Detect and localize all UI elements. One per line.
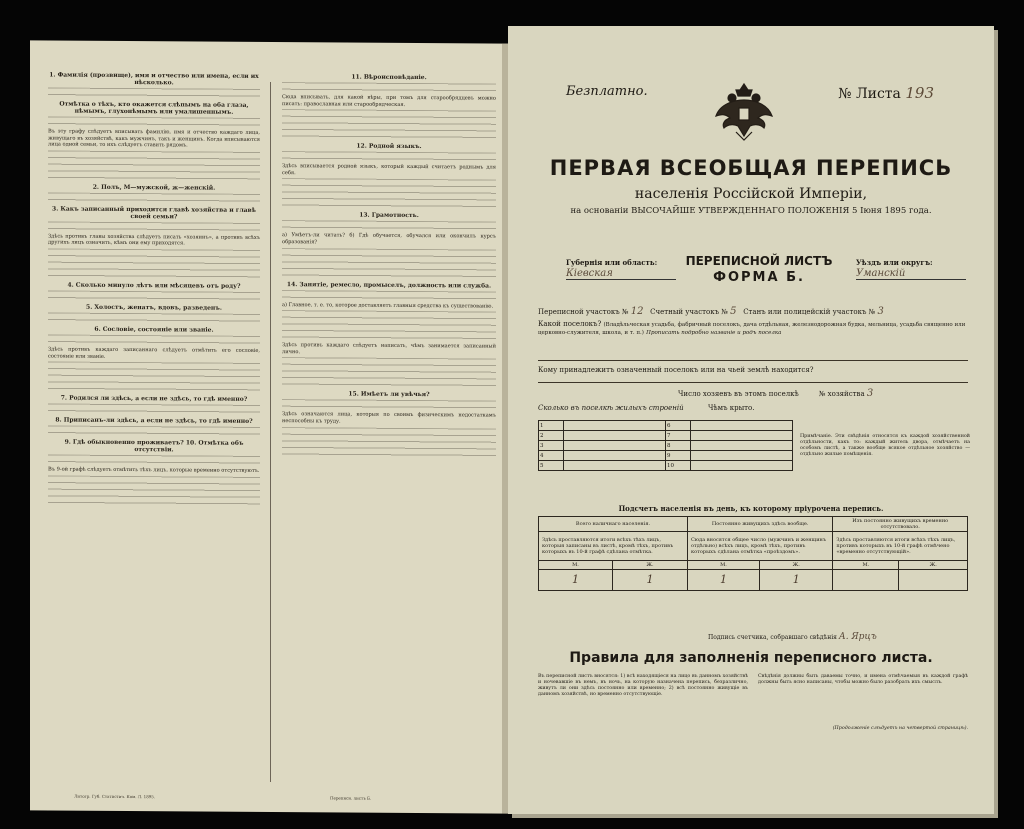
district-value: Уманскій	[856, 268, 966, 280]
filler-text	[282, 399, 496, 410]
list-number	[838, 84, 934, 102]
filler-text	[282, 427, 496, 458]
count-value: 1	[612, 570, 687, 591]
signature-label: Подпись счетчика, собравшаго свѣдѣнія	[708, 634, 837, 641]
count-area-value: 5	[730, 306, 737, 317]
filler-text	[48, 290, 260, 301]
census-area-value: 12	[630, 306, 644, 317]
camp-label: Станъ или полицейскій участокъ №	[743, 308, 876, 316]
filler-text	[282, 310, 496, 341]
sex-label: Ж.	[612, 561, 687, 570]
count-header: Всего наличнаго населенія.	[539, 517, 688, 532]
sex-label: Ж.	[899, 561, 968, 570]
instruction-paragraph: Здѣсь противъ главы хозяйства слѣдуетъ писать «хозяинъ», а противъ всѣхъ другихъ лицъ означить, кѣмъ они ему приходятся.	[48, 233, 260, 247]
instructions-column-2	[282, 70, 496, 460]
table-cell	[690, 421, 792, 431]
filler-text	[48, 404, 260, 415]
household-count-label: Число хозяевъ въ этомъ поселкѣ	[678, 390, 799, 398]
double-headed-eagle-emblem	[714, 78, 774, 144]
form-label: ФОРМА Б.	[713, 270, 805, 285]
count-value: 1	[760, 570, 833, 591]
instruction-paragraph: а) Умѣетъ-ли читать? б) Гдѣ обучается, обучался или окончилъ курсъ образованія?	[282, 232, 496, 246]
signature-value: А. Ярцъ	[838, 632, 877, 642]
filler-text	[48, 192, 260, 203]
census-area-label: Переписной участокъ №	[538, 308, 629, 316]
filler-text	[48, 221, 260, 232]
count-value	[833, 570, 899, 591]
row-number: 2	[539, 431, 564, 441]
instruction-paragraph: Въ эту графу слѣдуетъ вписывать фамилію, имя и отчество каждаго лица, живущаго въ хозяйствѣ, какъ мужчинъ, такъ и женщинъ. Когда вписываются лица одной семьи, то ихъ слѣдуетъ ставить рядомъ.	[48, 128, 260, 149]
filler-text	[282, 290, 496, 301]
filler-text	[48, 150, 260, 181]
table-cell	[690, 441, 792, 451]
instruction-heading: 5. Холостъ, женатъ, вдовъ, разведенъ.	[86, 303, 222, 312]
settlement-line	[538, 320, 968, 336]
instruction-paragraph: Здѣсь вписывается родной языкъ, который каждый считаетъ роднымъ для себя.	[282, 163, 496, 176]
instruction-paragraph: Здѣсь противъ каждаго записаннаго слѣдуетъ отмѣтить его сословіе, состояніе или званіе.	[48, 346, 260, 360]
sex-label: М.	[687, 561, 759, 570]
sheet-title: ПЕРЕПИСНОЙ ЛИСТЪ	[685, 254, 833, 268]
filler-text	[48, 362, 260, 393]
count-value: 1	[539, 570, 613, 591]
count-desc: Сюда вносятся общее число (мужчинъ и женщинъ отдѣльно) всѣхъ лицъ, кромѣ тѣхъ, противъ которыхъ сдѣлана отмѣтка «проѣздомъ».	[687, 532, 832, 561]
filler-text	[282, 109, 496, 140]
sex-label: Ж.	[760, 561, 833, 570]
row-number: 1	[539, 421, 564, 431]
filler-text	[48, 426, 260, 437]
count-header: Постоянно живущихъ здѣсь вообще.	[687, 517, 832, 532]
form-header	[566, 254, 956, 294]
district-label: Уѣздъ или округъ:	[856, 258, 933, 267]
instructions-column-1	[48, 68, 260, 508]
instruction-heading: 7. Родился ли здѣсь, а если не здѣсь, то гдѣ именно?	[60, 394, 248, 404]
roof-label: Чѣмъ крыто.	[708, 404, 755, 412]
table-cell	[563, 431, 665, 441]
buildings-grid	[538, 420, 793, 471]
settlement-hint: Прописать подробно названіе и родъ поселка	[646, 330, 782, 336]
household-number-value: 3	[866, 388, 874, 399]
filler-text	[48, 455, 260, 466]
row-number: 5	[539, 461, 564, 471]
left-page	[30, 40, 508, 813]
rules-column-2	[758, 674, 968, 732]
instruction-paragraph: Въ 9-ой графѣ слѣдуетъ отмѣтить тѣхъ лицъ, которые временно отсутствуютъ.	[48, 466, 260, 475]
rules-title: Правила для заполненія переписного листа.	[569, 650, 933, 666]
instruction-heading: 6. Сословіе, состояніе или званіе.	[94, 325, 214, 334]
filler-text	[48, 334, 260, 345]
filler-text	[282, 178, 496, 209]
row-number: 9	[665, 451, 690, 461]
instruction-heading: 13. Грамотность.	[359, 212, 419, 220]
column-divider	[270, 82, 271, 782]
province-label: Губернія или область:	[566, 258, 658, 267]
count-desc-row	[539, 532, 968, 561]
filler-text	[48, 116, 260, 127]
filler-text	[282, 220, 496, 231]
table-cell	[563, 451, 665, 461]
sex-label: М.	[833, 561, 899, 570]
note-box: Примѣчаніе. Эти свѣдѣнія относятся къ каждой хозяйственной отдѣльности, какъ то: каждый житель двора, отмѣчаетъ на особомъ листѣ, а также вообще всякое отдѣльное хозяйство — отдѣльно жилые помѣщенія.	[800, 434, 970, 457]
instruction-heading: 8. Приписанъ-ли здѣсь, а если не здѣсь, то гдѣ именно?	[55, 416, 253, 426]
footer-right: Переписн. листъ Б.	[330, 795, 372, 801]
list-number-label: № Листа	[838, 86, 901, 102]
sex-row	[539, 561, 968, 570]
table-cell	[563, 441, 665, 451]
instruction-paragraph: а) Главное, т. е. то, которое доставляетъ главныя средства къ существованію.	[282, 301, 494, 310]
household-number-label: № хозяйства	[818, 390, 865, 398]
free-label: Безплатно.	[566, 84, 648, 99]
settlement-label: Какой поселокъ?	[538, 320, 602, 328]
instruction-paragraph: Здѣсь противъ каждаго слѣдуетъ написать, чѣмъ занимается записанный лично.	[282, 342, 496, 355]
instruction-heading: 14. Занятіе, ремесло, промыселъ, должность или служба.	[286, 280, 492, 290]
count-desc: Здѣсь проставляются итоги всѣхъ тѣхъ лицъ, которыя записаны въ листѣ, кромѣ тѣхъ, противъ которыхъ въ 10-й графѣ сдѣлана отмѣтка.	[539, 532, 688, 561]
rules-continued: (Продолженіе слѣдуетъ на четвертой страницѣ).	[832, 726, 968, 731]
footer-left: Литогр. Губ. Статистич. Ком. Л. 1895.	[74, 793, 156, 800]
table-cell	[563, 461, 665, 471]
table-cell	[690, 451, 792, 461]
count-value: 1	[687, 570, 759, 591]
table-row	[539, 421, 793, 431]
rule	[538, 382, 968, 383]
table-row	[539, 431, 793, 441]
instruction-heading: 4. Сколько минуло лѣтъ или мѣсяцевъ отъ роду?	[67, 281, 241, 290]
instruction-heading: 15. Имѣетъ ли увѣчья?	[348, 390, 430, 399]
count-desc: Здѣсь проставляются итоги всѣхъ тѣхъ лицъ, противъ которыхъ въ 10-й графѣ отмѣчено «временно отсутствующій».	[833, 532, 968, 561]
instruction-heading: 12. Родной языкъ.	[356, 142, 422, 151]
row-number: 6	[665, 421, 690, 431]
filler-text	[282, 82, 496, 93]
instruction-heading: 9. Гдѣ обыкновенно проживаетъ? 10. Отмѣтка объ отсутствіи.	[64, 438, 244, 454]
instruction-heading: 11. Вѣроисповѣданіе.	[351, 73, 427, 82]
areas-line	[538, 306, 884, 317]
right-page	[508, 26, 994, 814]
instruction-heading: Отмѣтка о тѣхъ, кто окажется слѣпымъ на оба глаза, нѣмымъ, глухонѣмымъ или умалишеннымъ.	[59, 100, 249, 116]
filler-text	[48, 87, 260, 98]
filler-text	[282, 357, 496, 388]
instruction-heading: 2. Полъ, М—мужской, ж—женскій.	[92, 183, 216, 192]
filler-text	[282, 151, 496, 162]
table-row	[539, 451, 793, 461]
owner-label: Кому принадлежитъ означенный поселокъ или на чьей землѣ находится?	[538, 366, 814, 374]
province-value: Кіевская	[566, 268, 676, 280]
row-number: 3	[539, 441, 564, 451]
population-count-table	[538, 516, 968, 591]
row-number: 7	[665, 431, 690, 441]
rule	[538, 360, 968, 361]
buildings-label: Сколько въ поселкѣ жилыхъ строеній	[538, 404, 684, 412]
row-number: 10	[665, 461, 690, 471]
census-subtitle: населенія Россійской Имперіи,	[634, 186, 868, 202]
sex-label: М.	[539, 561, 613, 570]
table-row	[539, 461, 793, 471]
settlement-note: (Владѣльческая усадьба, фабричный поселокъ, дача отдѣльная, железнодорожная будка, мельница, усадьба священно или церковно-служителя, школа, и т. п.)	[538, 322, 966, 336]
instruction-paragraph: Сюда вписывать, для какой вѣры, при томъ для старообрядцевъ можно писать: православная или старообрядческая.	[282, 94, 496, 108]
count-value	[899, 570, 968, 591]
row-number: 4	[539, 451, 564, 461]
households-line	[678, 388, 873, 399]
filler-text	[48, 312, 260, 323]
count-header: Изъ постоянно живущихъ временно отсутствовало.	[833, 517, 968, 532]
rules-text: Свѣдѣнія должны быть даваемы точно, и имена отмѣчаемыя въ каждой графѣ должны быть ясно написаны, чтобы можно было разобрать ихъ смыслъ.	[758, 674, 968, 685]
count-header-row	[539, 517, 968, 532]
filler-text	[282, 248, 496, 279]
table-cell	[563, 421, 665, 431]
instruction-heading: 1. Фамилія (прозвище), имя и отчество или имена, если их нѣсколько.	[49, 71, 259, 87]
table-cell	[690, 431, 792, 441]
row-number: 8	[665, 441, 690, 451]
filler-text	[48, 248, 260, 279]
instruction-paragraph: Здѣсь означаются лица, которыя по своимъ физическимъ недостаткамъ неспособны къ труду.	[282, 411, 496, 425]
count-area-label: Счетный участокъ №	[650, 308, 728, 316]
filler-text	[48, 475, 260, 506]
census-title: ПЕРВАЯ ВСЕОБЩАЯ ПЕРЕПИСЬ	[549, 156, 953, 180]
camp-value: 3	[877, 306, 884, 317]
census-basis: на основаніи ВЫСОЧАЙШЕ УТВЕРЖДЕННАГО ПОЛОЖЕНІЯ 5 Іюня 1895 года.	[570, 206, 932, 216]
rules-column-1: Въ переписной листъ вносятся: 1) всѣ находящіеся на лицо въ данномъ хозяйствѣ и ночевавшіе въ немъ, въ ночь, на которую назначена перепись, безразлично, живутъ ли они здѣсь постоянно или временно; 2) всѣ постоянно живущіе въ данномъ хозяйствѣ, но временно отсутствующіе.	[538, 674, 748, 697]
instruction-heading: 3. Какъ записанный приходится главѣ хозяйства и главѣ своей семьи?	[52, 205, 256, 221]
count-values-row	[539, 570, 968, 591]
table-cell	[690, 461, 792, 471]
count-title: Подсчетъ населенія въ день, къ которому пріурочена перепись.	[618, 504, 884, 513]
table-row	[539, 441, 793, 451]
list-number-value: 193	[905, 84, 934, 102]
signature-line	[708, 632, 877, 642]
